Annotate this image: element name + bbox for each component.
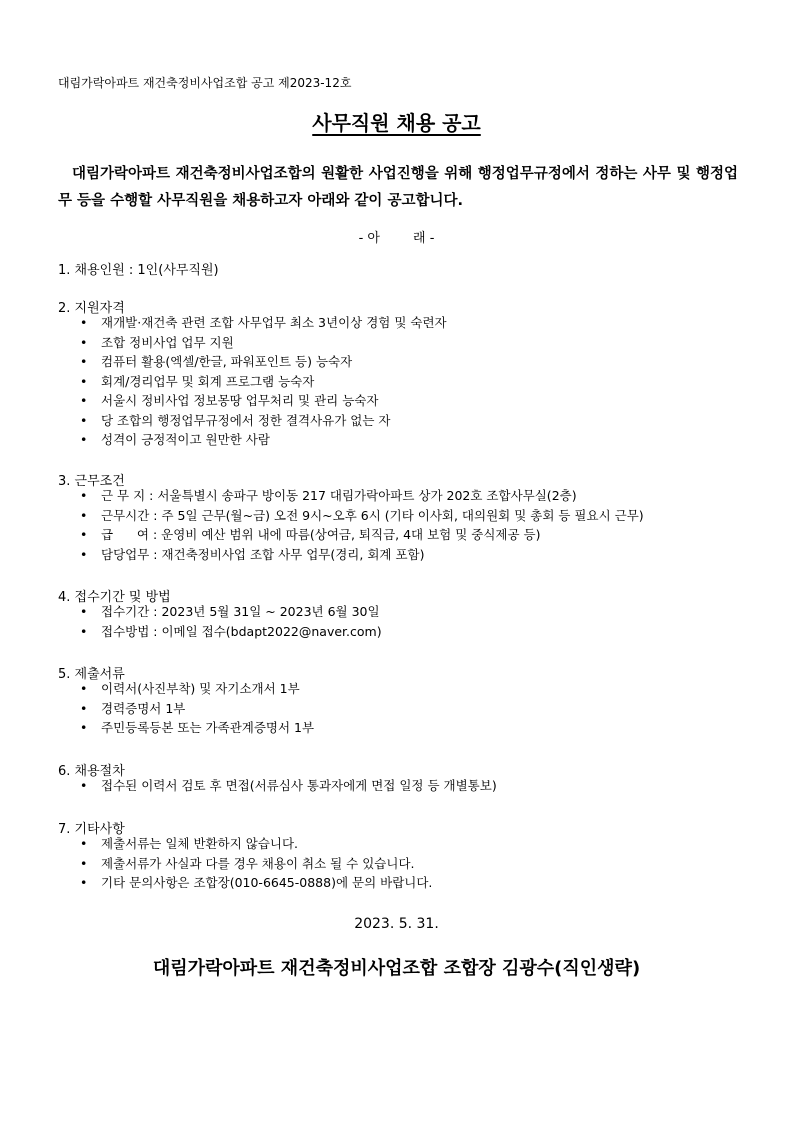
list-item: • 회계/경리업무 및 회계 프로그램 능숙자: [80, 372, 447, 392]
list-item: • 성격이 긍정적이고 원만한 사람: [80, 430, 447, 450]
working-conditions-list: [80, 486, 644, 564]
list-item: • 제출서류가 사실과 다를 경우 채용이 취소 될 수 있습니다.: [80, 854, 432, 874]
application-list: [80, 602, 382, 641]
section-heading-headcount: 1. 채용인원 : 1인(사무직원): [58, 263, 219, 278]
page-title: [0, 107, 793, 136]
list-item: • 접수된 이력서 검토 후 면접(서류심사 통과자에게 면접 일정 등 개별통보): [80, 776, 497, 796]
list-item: • 경력증명서 1부: [80, 699, 314, 719]
list-item: • 당 조합의 행정업무규정에서 정한 결격사유가 없는 자: [80, 411, 447, 431]
list-item: • 담당업무 : 재건축정비사업 조합 사무 업무(경리, 회계 포함): [80, 545, 644, 565]
section-heading-other: 7. 기타사항: [58, 822, 125, 837]
list-item: • 기타 문의사항은 조합장(010-6645-0888)에 문의 바랍니다.: [80, 873, 432, 893]
list-item: • 근무시간 : 주 5일 근무(월~금) 오전 9시~오후 6시 (기타 이사회, 대의원회 및 총회 등 필요시 근무): [80, 506, 644, 526]
list-item: • 조합 정비사업 업무 지원: [80, 333, 447, 353]
signature-line: 대림가락아파트 재건축정비사업조합 조합장 김광수(직인생략): [152, 958, 641, 979]
qualifications-list: [80, 313, 447, 450]
list-item: • 재개발·재건축 관련 조합 사무업무 최소 3년이상 경험 및 숙련자: [80, 313, 447, 333]
notice-date: 2023. 5. 31.: [354, 916, 439, 932]
hiring-process-list: [80, 776, 497, 796]
list-item: • 급 여 : 운영비 예산 범위 내에 따름(상여금, 퇴직금, 4대 보험 및 중식제공 등): [80, 525, 644, 545]
ah-rae-separator: - 아 래 -: [358, 231, 435, 246]
documents-list: [80, 679, 314, 738]
section-heading-application-period: 4. 접수기간 및 방법: [58, 590, 171, 605]
section-heading-qualifications: 2. 지원자격: [58, 301, 125, 316]
list-item: • 컴퓨터 활용(엑셀/한글, 파워포인트 등) 능숙자: [80, 352, 447, 372]
list-item: • 제출서류는 일체 반환하지 않습니다.: [80, 834, 432, 854]
list-item: • 근 무 지 : 서울특별시 송파구 방이동 217 대림가락아파트 상가 202호 조합사무실(2층): [80, 486, 644, 506]
list-item: • 접수방법 : 이메일 접수(bdapt2022@naver.com): [80, 622, 382, 642]
section-heading-documents: 5. 제출서류: [58, 667, 125, 682]
list-item: • 이력서(사진부착) 및 자기소개서 1부: [80, 679, 314, 699]
intro-paragraph: 대림가락아파트 재건축정비사업조합의 원활한 사업진행을 위해 행정업무규정에서 정하는 사무 및 행정업무 등을 수행할 사무직원을 채용하고자 아래와 같이 공고합니다.: [58, 166, 738, 209]
list-item: • 서울시 정비사업 정보몽땅 업무처리 및 관리 능숙자: [80, 391, 447, 411]
other-list: [80, 834, 432, 893]
list-item: • 접수기간 : 2023년 5월 31일 ~ 2023년 6월 30일: [80, 602, 382, 622]
section-heading-hiring-process: 6. 채용절차: [58, 764, 125, 779]
list-item: • 주민등록등본 또는 가족관계증명서 1부: [80, 718, 314, 738]
section-heading-working-conditions: 3. 근무조건: [58, 474, 125, 489]
title-text: 사무직원 채용 공고: [312, 111, 481, 135]
doc-number: 대림가락아파트 재건축정비사업조합 공고 제2023-12호: [58, 76, 352, 90]
